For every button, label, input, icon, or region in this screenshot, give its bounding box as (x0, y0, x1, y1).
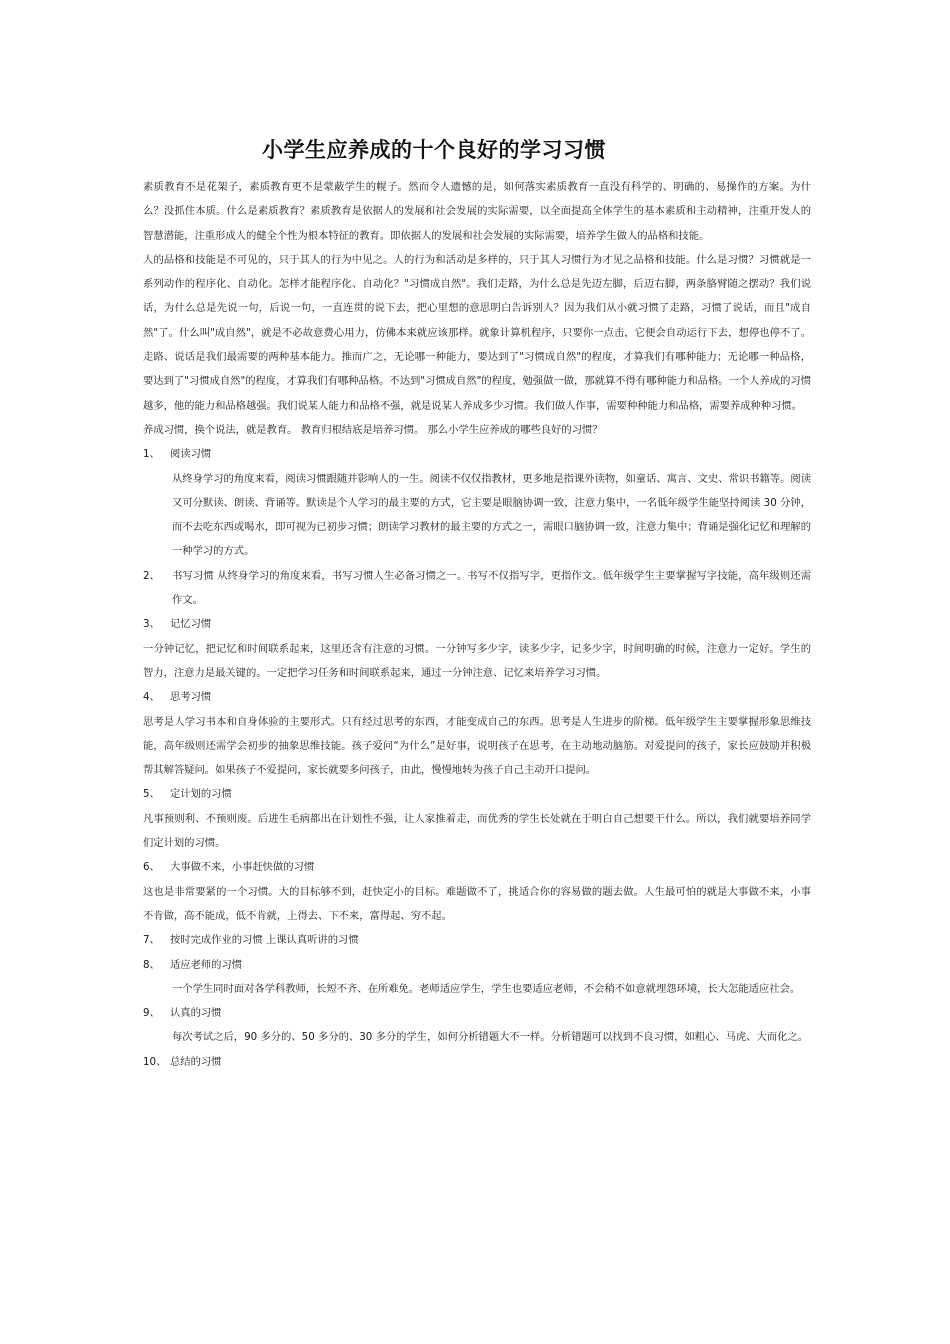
item-number: 4、 (143, 691, 160, 704)
item-heading (143, 1050, 811, 1074)
item-heading (143, 855, 811, 879)
item-number: 9、 (143, 1007, 160, 1020)
item-heading (143, 928, 811, 952)
item-title: 阅读习惯 (170, 448, 212, 461)
item-number: 8、 (143, 958, 160, 971)
item-title: 思考习惯 (170, 691, 212, 704)
item-title: 按时完成作业的习惯 上课认真听讲的习惯 (170, 934, 359, 947)
intro-paragraph: 人的品格和技能是不可见的，只于其人的行为中见之。人的行为和活动是多样的，只于其人习惯行为才见之品格和技能。什么是习惯？习惯就是一系列动作的程序化、自动化。怎样才能程序化、自动化？"习惯成自然"。我们走路，为什么总是先迈左脚，后迈右脚，两条胳臂随之摆动？我们说话，为什么总是先说一句，后说一句，一直连贯的说下去，把心里想的意思明白告诉别人？因为我们从小就习惯了走路，习惯了说话，而且"成自然"了。什么叫"成自然"，就是不必故意费心用力，仿佛本来就应该那样。就象计算机程序，只要你一点击，它便会自动运行下去，想停也停不了。走路、说话是我们最需要的两种基本能力。推而广之，无论哪一种能力，要达到了"习惯成自然"的程度，才算我们有哪种能力；无论哪一种品格，要达到了"习惯成自然"的程度，才算我们有哪种品格。不达到"习惯成自然"的程度，勉强做一做，那就算不得有哪种能力和品格。一个人养成的习惯越多，他的能力和品格越强。我们说某人能力和品格不强，就是说某人养成多少习惯。我们做人作事，需要种种能力和品格，需要养成种种习惯。 (143, 253, 811, 412)
item-number: 6、 (143, 861, 160, 874)
intro-paragraph: 养成习惯，换个说法，就是教育。 教育归根结底是培养习惯。 那么小学生应养成的哪些良好的习惯？ (143, 423, 603, 436)
item-number: 10、 (143, 1055, 167, 1068)
item-number: 7、 (143, 934, 160, 947)
item-body: 每次考试之后，90 多分的、50 多分的、30 多分的学生，如何分析错题大不一样。分析错题可以找到不良习惯，如粗心、马虎、大而化之。 (172, 1031, 809, 1044)
item-number: 1、 (143, 448, 160, 461)
item-number: 3、 (143, 618, 160, 631)
item-heading (143, 1001, 811, 1025)
item-title: 大事做不来，小事赶快做的习惯 (170, 861, 315, 874)
item-heading (143, 564, 811, 613)
item-title: 书写习惯 从终身学习的角度来看，书写习惯人生必备习惯之一。书写不仅指写字，更指作文。低年级学生主要掌握写字技能，高年级则还需作文。 (172, 569, 811, 607)
item-heading (143, 953, 811, 977)
document-title: 小学生应养成的十个良好的学习习惯 (262, 138, 606, 162)
item-number: 2、 (143, 569, 160, 582)
item-body: 凡事预则利、不预则废。后进生毛病都出在计划性不强，让人家推着走，而优秀的学生长处就在于明白自己想要干什么。所以，我们就要培养同学们定计划的习惯。 (143, 812, 811, 850)
item-title: 定计划的习惯 (170, 788, 232, 801)
item-heading (143, 612, 811, 636)
item-title: 总结的习惯 (170, 1055, 222, 1068)
intro-paragraph: 素质教育不是花架子，素质教育更不是蒙蔽学生的幌子。然而令人遗憾的是，如何落实素质教育一直没有科学的、明确的、易操作的方案。为什么？没抓住本质。什么是素质教育？素质教育是依据人的发展和社会发展的实际需要，以全面提高全体学生的基本素质和主动精神，注重开发人的智慧潜能，注重形成人的健全个性为根本特征的教育。即依据人的发展和社会发展的实际需要，培养学生做人的品格和技能。 (143, 181, 811, 242)
item-body: 一分钟记忆，把记忆和时间联系起来，这里还含有注意的习惯。一分钟写多少字，读多少字，记多少字，时间明确的时候，注意力一定好。学生的智力，注意力是最关键的。一定把学习任务和时间联系起来，通过一分钟注意、记忆来培养学习习惯。 (143, 642, 811, 679)
item-body: 思考是人学习书本和自身体验的主要形式。只有经过思考的东西，才能变成自己的东西。思考是人生进步的阶梯。低年级学生主要掌握形象思维技能，高年级则还需学会初步的抽象思维技能。孩子爱问“为什么”是好事，说明孩子在思考，在主动地动脑筋。对爱提问的孩子，家长应鼓励并积极帮其解答疑问。如果孩子不爱提问，家长就要多问孩子，由此，慢慢地转为孩子自己主动开口提问。 (143, 715, 811, 777)
item-body: 这也是非常要紧的一个习惯。大的目标够不到，赶快定小的目标。难题做不了，挑适合你的容易做的题去做。人生最可怕的就是大事做不来，小事不肯做，高不能成，低不肯就，上得去、下不来，富得起、穷不起。 (143, 885, 811, 922)
item-title: 认真的习惯 (170, 1007, 222, 1020)
item-number: 5、 (143, 788, 160, 801)
item-heading (143, 685, 811, 709)
item-body: 一个学生同时面对各学科教师，长短不齐、在所难免。老师适应学生，学生也要适应老师，不会稍不如意就埋怨环境，长大怎能适应社会。 (172, 982, 801, 995)
item-heading (143, 782, 811, 806)
item-body: 从终身学习的角度来看，阅读习惯跟随并影响人的一生。阅读不仅仅指教材，更多地是指课外读物，如童话、寓言、文史、常识书籍等。阅读又可分默读、朗读、背诵等。默读是个人学习的最主要的方式，它主要是眼脑协调一致，注意力集中，一名低年级学生能坚持阅读 30 分钟，而不去吃东西或喝水，即可视为已初步习惯；朗读学习教材的最主要的方式之一，需眼口脑协调一致，注意力集中；背诵是强化记忆和理解的一种学习的方式。 (172, 472, 811, 558)
item-title: 适应老师的习惯 (170, 958, 243, 971)
item-heading (143, 442, 811, 466)
item-title: 记忆习惯 (170, 618, 212, 631)
document-body (143, 175, 811, 1074)
